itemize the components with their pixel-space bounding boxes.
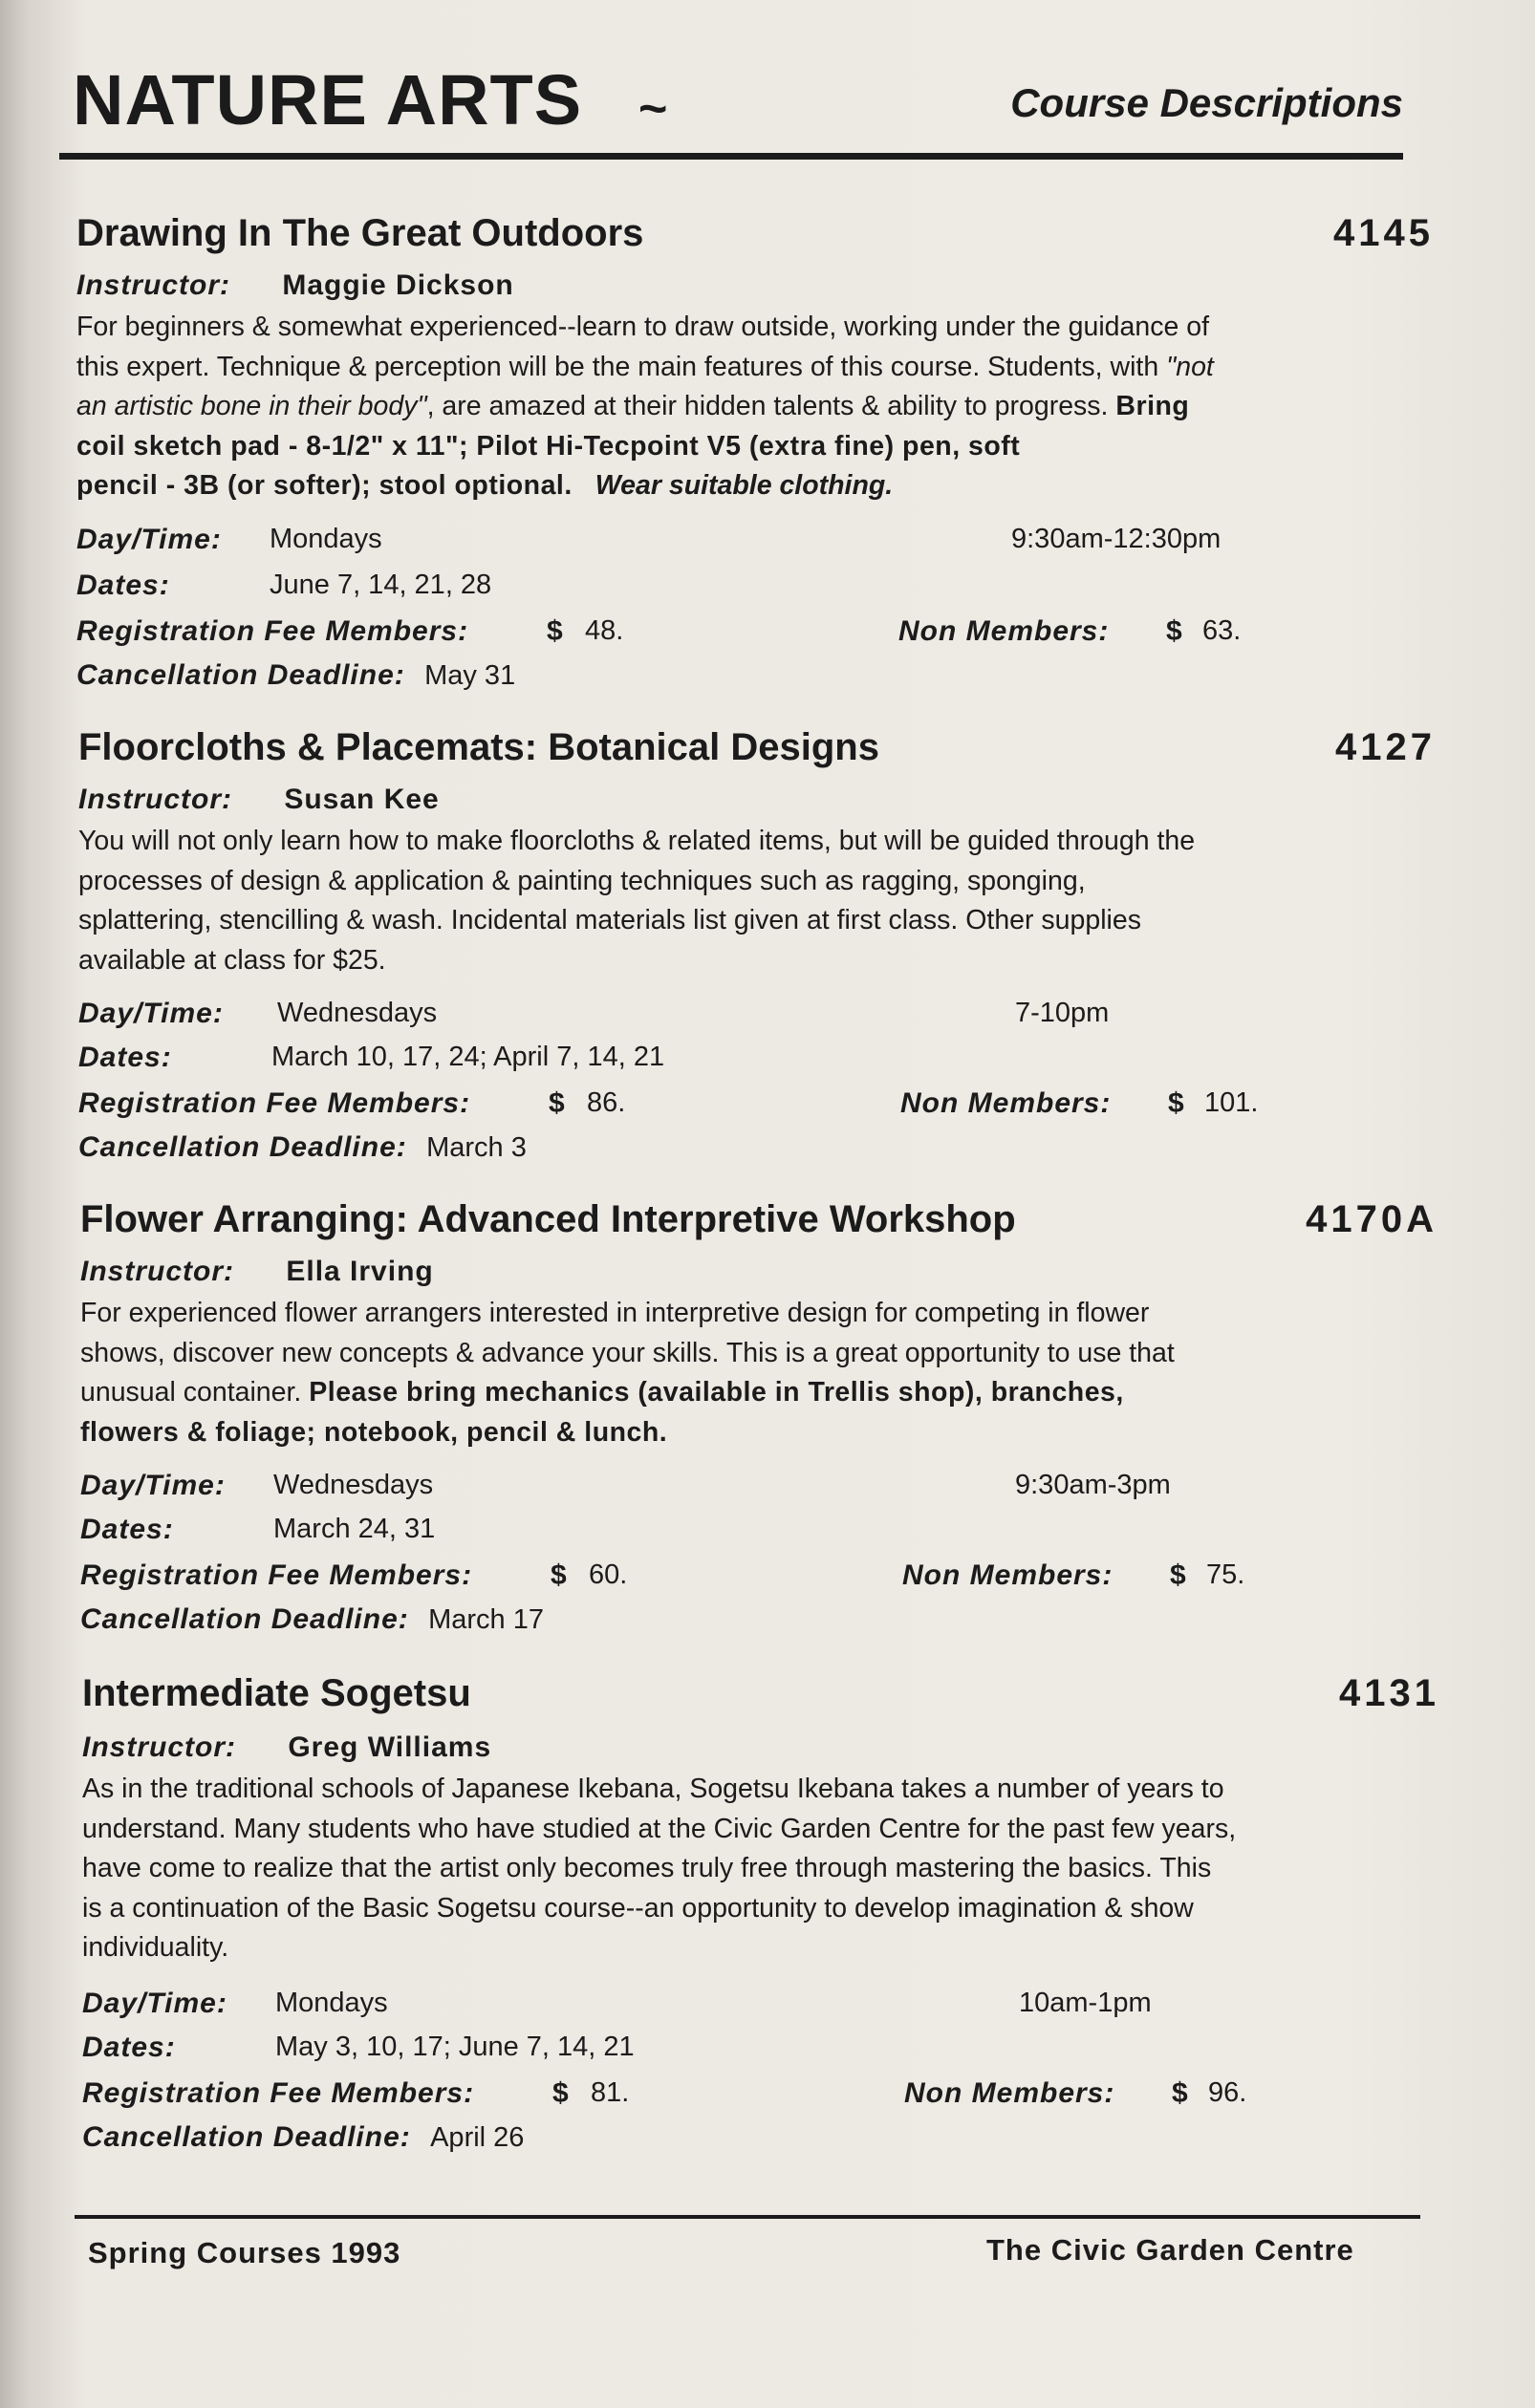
description-line: As in the traditional schools of Japanese Ikebana, Sogetsu Ikebana takes a number of years to <box>82 1774 1224 1804</box>
day-time-row <box>82 1988 1152 2020</box>
course-title: Intermediate Sogetsu <box>82 1672 471 1714</box>
cancellation-deadline: April 26 <box>430 2122 525 2153</box>
non-members-label: Non Members: <box>898 615 1110 647</box>
dates-label: Dates: <box>80 1514 174 1545</box>
day-time-row <box>78 998 1110 1030</box>
dates-row <box>76 570 492 602</box>
description-quote: "not <box>1166 351 1214 382</box>
dates-label: Dates: <box>78 1042 172 1073</box>
description-text: this expert. Technique & perception will be the main features of this course. Students, with <box>76 351 1167 382</box>
course-description <box>80 1294 1438 1452</box>
instructor-row <box>78 784 440 816</box>
fee-members: 81. <box>591 2077 630 2108</box>
cancellation-label: Cancellation Deadline: <box>78 1131 407 1163</box>
instructor-label: Instructor: <box>80 1256 234 1287</box>
description-line: You will not only learn how to make floorcloths & related items, but will be guided through the <box>78 826 1196 856</box>
currency-symbol: $ <box>1172 2077 1189 2109</box>
course-4145 <box>76 212 1434 699</box>
page-title: NATURE ARTS <box>73 60 583 140</box>
description-line: shows, discover new concepts & advance your skills. This is a great opportunity to use that <box>80 1337 1175 1368</box>
cancellation-label: Cancellation Deadline: <box>82 2121 411 2153</box>
fee-members: 60. <box>589 1559 628 1590</box>
page-subtitle: Course Descriptions <box>1010 80 1403 125</box>
course-day: Mondays <box>270 524 382 554</box>
description-line: splattering, stencilling & wash. Incidental materials list given at first class. Other supplies <box>78 905 1141 935</box>
cancellation-label: Cancellation Deadline: <box>80 1603 409 1635</box>
dates-row <box>80 1514 436 1546</box>
fee-members: 48. <box>585 615 624 646</box>
fee-non-members: 96. <box>1208 2077 1247 2108</box>
dates-row <box>78 1042 665 1074</box>
instructor-name: Maggie Dickson <box>282 269 514 301</box>
fee-members: 86. <box>587 1087 626 1118</box>
course-day: Mondays <box>275 1988 388 2018</box>
day-time-label: Day/Time: <box>78 998 224 1029</box>
course-dates: March 10, 17, 24; April 7, 14, 21 <box>271 1042 665 1072</box>
non-members-label: Non Members: <box>900 1087 1112 1119</box>
instructor-row <box>80 1256 434 1288</box>
clothing-note: Wear suitable clothing. <box>595 470 894 501</box>
fee-row <box>76 615 1434 648</box>
course-dates: March 24, 31 <box>273 1514 436 1544</box>
footer-organization: The Civic Garden Centre <box>986 2233 1354 2267</box>
description-line: individuality. <box>82 1932 229 1963</box>
course-4127 <box>78 726 1436 1175</box>
cancellation-row <box>82 2121 524 2154</box>
instructor-label: Instructor: <box>76 269 230 301</box>
course-time: 7-10pm <box>1015 998 1110 1028</box>
supply-list: pencil - 3B (or softer); stool optional. <box>76 470 573 501</box>
dates-row <box>82 2032 635 2064</box>
currency-symbol: $ <box>551 1559 568 1591</box>
currency-symbol: $ <box>547 615 564 647</box>
description-line <box>76 348 1434 388</box>
fee-row <box>82 2077 1439 2110</box>
course-description <box>76 308 1434 506</box>
day-time-row <box>80 1470 1171 1502</box>
instructor-label: Instructor: <box>82 1731 236 1763</box>
course-title: Floorcloths & Placemats: Botanical Designs <box>78 726 879 768</box>
description-line: have come to realize that the artist only becomes truly free through mastering the basics. This <box>82 1853 1212 1883</box>
day-time-label: Day/Time: <box>76 524 222 555</box>
title-separator: ~ <box>638 81 668 137</box>
supply-list: coil sketch pad - 8-1/2" x 11"; Pilot Hi-Tecpoint V5 (extra fine) pen, soft <box>76 430 1021 462</box>
fee-non-members: 63. <box>1202 615 1242 646</box>
course-number: 4170A <box>1306 1198 1438 1240</box>
cancellation-row <box>78 1131 527 1164</box>
footer-rule <box>75 2215 1420 2219</box>
fee-row <box>80 1559 1438 1592</box>
course-number: 4127 <box>1335 726 1436 768</box>
description-text: unusual container. <box>80 1377 310 1408</box>
course-dates: May 3, 10, 17; June 7, 14, 21 <box>275 2032 635 2062</box>
fee-non-members: 101. <box>1204 1087 1259 1118</box>
course-time: 9:30am-3pm <box>1015 1470 1171 1500</box>
cancellation-deadline: May 31 <box>424 660 516 691</box>
course-4131 <box>82 1672 1439 2169</box>
course-description <box>82 1770 1439 1968</box>
fee-members-label: Registration Fee Members: <box>80 1559 473 1591</box>
course-4170A <box>80 1198 1438 1647</box>
description-line: processes of design & application & painting techniques such as ragging, sponging, <box>78 865 1086 896</box>
instructor-row <box>76 269 514 302</box>
fee-members-label: Registration Fee Members: <box>76 615 469 647</box>
currency-symbol: $ <box>549 1087 566 1119</box>
course-number: 4145 <box>1333 212 1434 254</box>
description-line: available at class for $25. <box>78 944 386 976</box>
fee-non-members: 75. <box>1206 1559 1245 1590</box>
fee-members-label: Registration Fee Members: <box>82 2077 475 2109</box>
course-day: Wednesdays <box>277 998 438 1028</box>
course-day: Wednesdays <box>273 1470 434 1500</box>
description-line: For beginners & somewhat experienced--learn to draw outside, working under the guidance of <box>76 312 1210 342</box>
currency-symbol: $ <box>1170 1559 1187 1591</box>
non-members-label: Non Members: <box>904 2077 1115 2109</box>
day-time-label: Day/Time: <box>82 1988 227 2019</box>
footer-season: Spring Courses 1993 <box>88 2236 401 2269</box>
day-time-row <box>76 524 1222 556</box>
instructor-label: Instructor: <box>78 784 232 815</box>
header-rule <box>59 153 1403 160</box>
description-quote: an artistic bone in their body" <box>76 391 427 421</box>
course-dates: June 7, 14, 21, 28 <box>270 570 492 600</box>
currency-symbol: $ <box>1166 615 1183 647</box>
description-line <box>76 466 1434 506</box>
course-title: Flower Arranging: Advanced Interpretive Workshop <box>80 1198 1016 1240</box>
page-header <box>73 59 1403 164</box>
instructor-name: Ella Irving <box>286 1256 434 1287</box>
course-time: 9:30am-12:30pm <box>1011 524 1222 554</box>
day-time-label: Day/Time: <box>80 1470 226 1501</box>
course-title: Drawing In The Great Outdoors <box>76 212 644 254</box>
course-time: 10am-1pm <box>1019 1988 1152 2018</box>
course-description <box>78 822 1436 980</box>
supply-list: flowers & foliage; notebook, pencil & lunch. <box>80 1416 668 1448</box>
cancellation-row <box>76 659 515 692</box>
instructor-name: Susan Kee <box>284 784 440 815</box>
currency-symbol: $ <box>1168 1087 1185 1119</box>
supply-list: Please bring mechanics (available in Trellis shop), branches, <box>309 1377 1124 1408</box>
non-members-label: Non Members: <box>902 1559 1113 1591</box>
description-line: understand. Many students who have studied at the Civic Garden Centre for the past few years, <box>82 1813 1237 1844</box>
description-text: , are amazed at their hidden talents & ability to progress. <box>426 391 1116 421</box>
description-line: For experienced flower arrangers interested in interpretive design for competing in flower <box>80 1298 1150 1328</box>
fee-row <box>78 1087 1436 1120</box>
dates-label: Dates: <box>76 570 170 601</box>
description-line: is a continuation of the Basic Sogetsu course--an opportunity to develop imagination & show <box>82 1892 1194 1924</box>
instructor-row <box>82 1731 491 1764</box>
course-number: 4131 <box>1339 1672 1439 1714</box>
currency-symbol: $ <box>552 2077 570 2109</box>
cancellation-deadline: March 3 <box>426 1132 527 1163</box>
description-line <box>80 1373 1438 1413</box>
fee-members-label: Registration Fee Members: <box>78 1087 471 1119</box>
dates-label: Dates: <box>82 2032 176 2063</box>
cancellation-row <box>80 1603 544 1636</box>
supply-list: Bring <box>1115 391 1190 421</box>
instructor-name: Greg Williams <box>288 1731 492 1763</box>
cancellation-deadline: March 17 <box>428 1604 544 1635</box>
description-line <box>76 387 1434 427</box>
cancellation-label: Cancellation Deadline: <box>76 659 405 691</box>
